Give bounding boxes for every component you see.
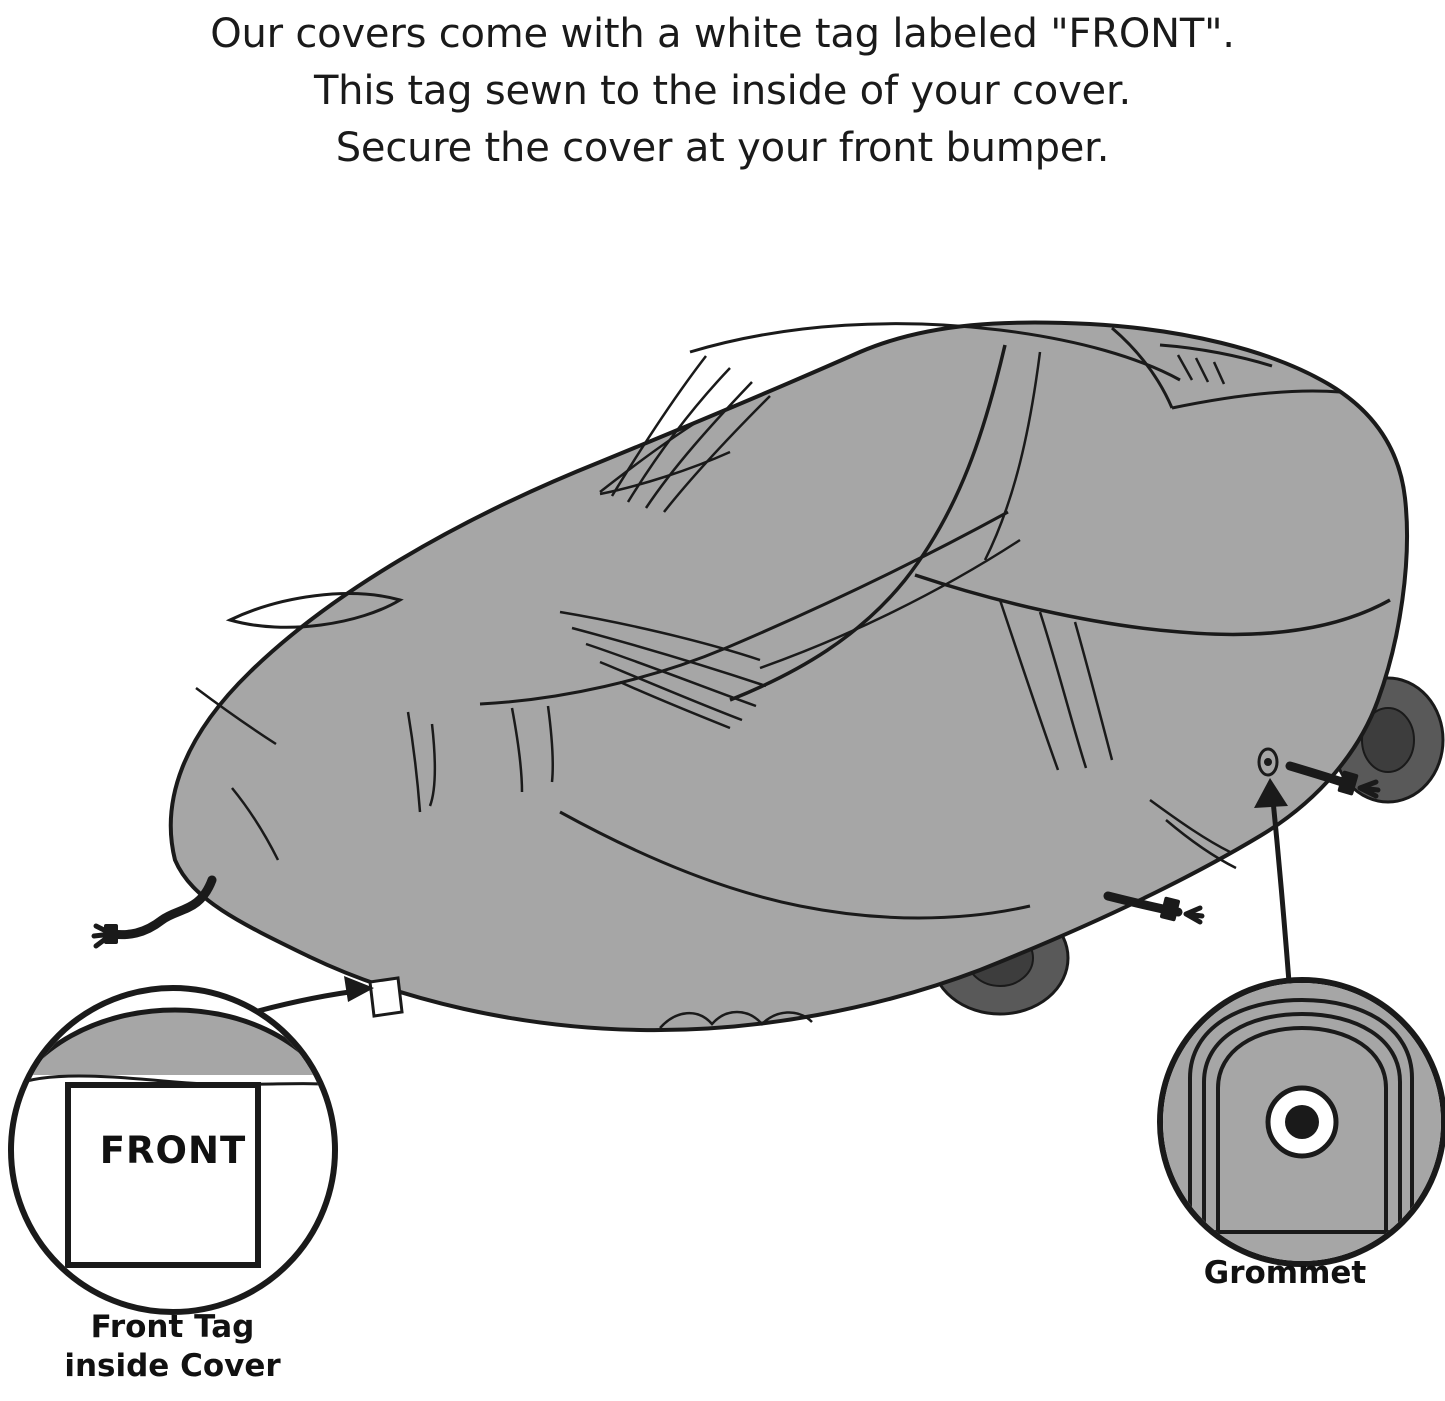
front-tag-shape [370,978,402,1016]
grommet-caption: Grommet [1203,1255,1367,1291]
grommet-detail-hole [1285,1105,1319,1139]
center-strap-hook [1186,908,1202,922]
front-tag-caption-line-2: inside Cover [64,1348,281,1384]
front-tag-caption-line-1: Front Tag [90,1309,255,1345]
grommet-detail-circle [1160,980,1444,1264]
heading-line-3: Secure the cover at your front bumper. [335,125,1110,171]
cover-outline [171,322,1407,1030]
grommet-circle-content [1163,983,1441,1261]
car-cover [171,322,1407,1030]
cover-front-tag-marker [370,978,402,1016]
front-tag-label [68,1085,258,1265]
heading-line-1: Our covers come with a white tag labeled "FRONT". [210,11,1235,57]
cover-grommet-marker [1259,749,1277,775]
front-tag-text: FRONT [99,1129,247,1172]
left-strap-clip [104,924,118,944]
center-strap-clip [1160,896,1181,921]
grommet-hole [1264,758,1272,766]
front-tag-caption [0,1308,345,1386]
heading-line-2: This tag sewn to the inside of your cover. [313,68,1132,114]
